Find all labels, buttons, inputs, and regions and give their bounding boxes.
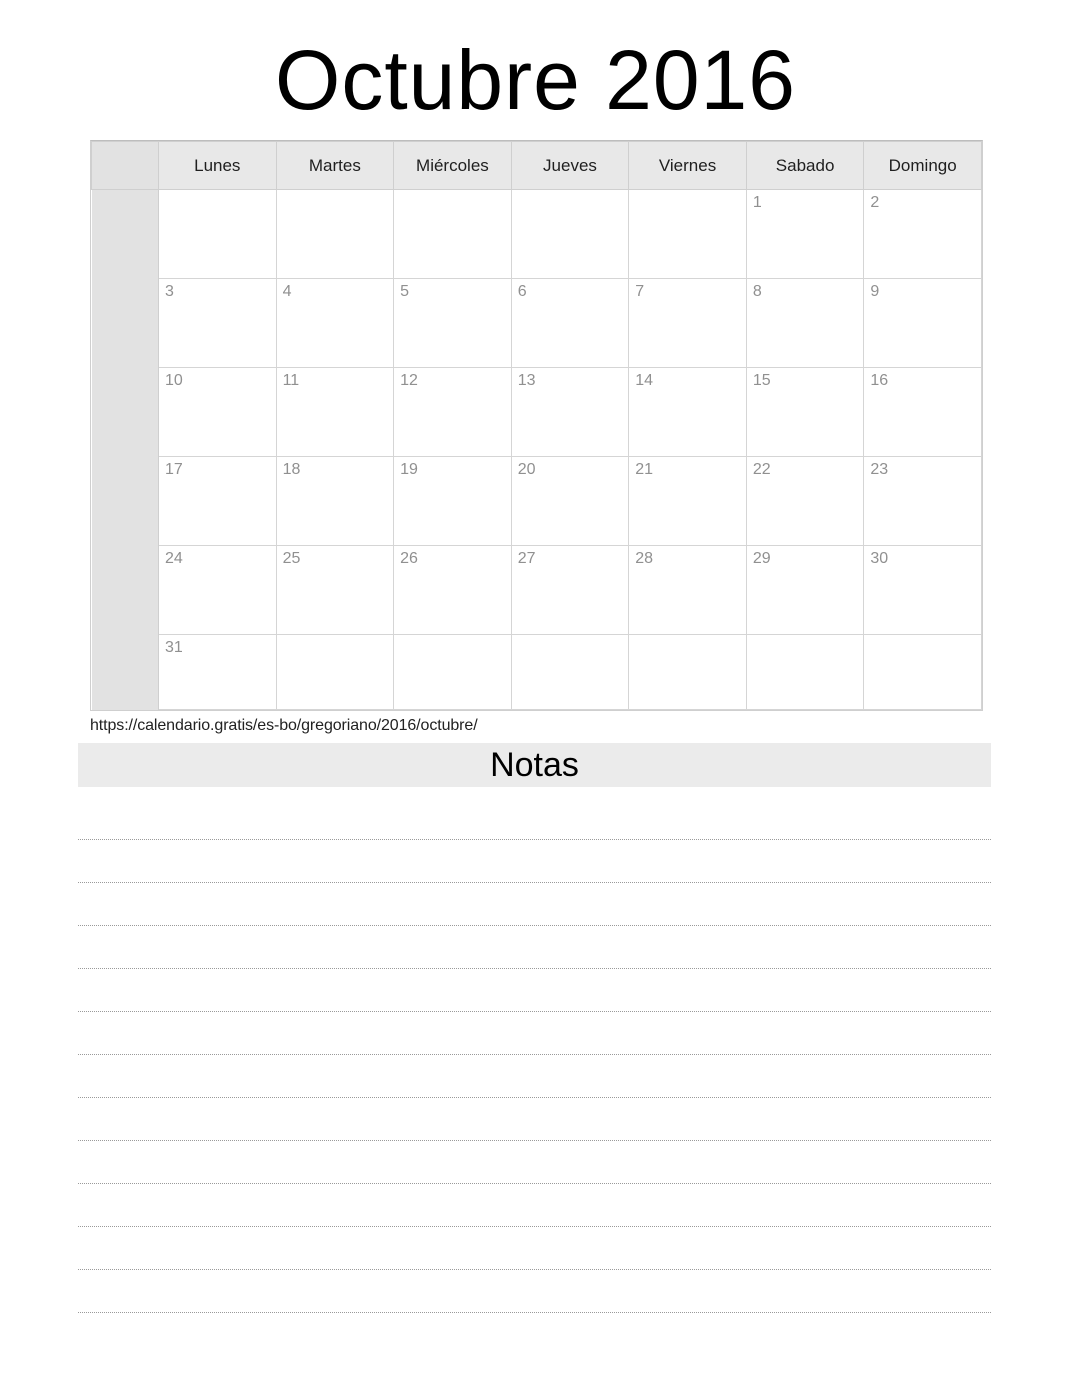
calendar-day-cell[interactable] bbox=[394, 190, 512, 279]
calendar-day-cell[interactable] bbox=[276, 635, 394, 710]
calendar-gutter-cell bbox=[92, 635, 159, 710]
calendar-day-cell[interactable] bbox=[276, 190, 394, 279]
calendar-day-cell[interactable]: 23 bbox=[864, 457, 982, 546]
source-url[interactable]: https://calendario.gratis/es-bo/gregoriano/2016/octubre/ bbox=[90, 717, 478, 734]
calendar-week-row bbox=[92, 457, 982, 546]
calendar-day-cell[interactable] bbox=[511, 190, 629, 279]
calendar-day-cell[interactable]: 17 bbox=[159, 457, 277, 546]
note-line[interactable] bbox=[78, 1227, 991, 1270]
weekday-header-jueves: Jueves bbox=[511, 142, 629, 190]
note-line[interactable] bbox=[78, 1098, 991, 1141]
calendar-day-cell[interactable]: 9 bbox=[864, 279, 982, 368]
calendar-day-cell[interactable]: 29 bbox=[746, 546, 864, 635]
calendar-day-cell[interactable]: 6 bbox=[511, 279, 629, 368]
calendar-day-cell[interactable]: 28 bbox=[629, 546, 747, 635]
calendar-day-cell[interactable]: 16 bbox=[864, 368, 982, 457]
calendar-day-cell[interactable]: 2 bbox=[864, 190, 982, 279]
calendar-day-cell[interactable]: 24 bbox=[159, 546, 277, 635]
calendar-week-row bbox=[92, 279, 982, 368]
notes-section bbox=[78, 743, 991, 1313]
calendar-day-cell[interactable] bbox=[629, 635, 747, 710]
weekday-header-martes: Martes bbox=[276, 142, 394, 190]
calendar-day-cell[interactable] bbox=[394, 635, 512, 710]
calendar-table bbox=[91, 141, 982, 710]
note-line[interactable] bbox=[78, 969, 991, 1012]
calendar-gutter-cell bbox=[92, 190, 159, 279]
calendar-header-row bbox=[92, 142, 982, 190]
calendar-week-row bbox=[92, 368, 982, 457]
calendar-day-cell[interactable]: 13 bbox=[511, 368, 629, 457]
calendar-day-cell[interactable]: 12 bbox=[394, 368, 512, 457]
calendar-day-cell[interactable]: 19 bbox=[394, 457, 512, 546]
weekday-header-lunes: Lunes bbox=[159, 142, 277, 190]
weekday-header-domingo: Domingo bbox=[864, 142, 982, 190]
calendar-day-cell[interactable]: 5 bbox=[394, 279, 512, 368]
notes-lines bbox=[78, 787, 991, 1313]
calendar-day-cell[interactable]: 11 bbox=[276, 368, 394, 457]
calendar-day-cell[interactable] bbox=[159, 190, 277, 279]
calendar-day-cell[interactable]: 3 bbox=[159, 279, 277, 368]
weekday-header-miercoles: Miércoles bbox=[394, 142, 512, 190]
note-line[interactable] bbox=[78, 1184, 991, 1227]
page-title: Octubre 2016 bbox=[274, 33, 796, 127]
note-line[interactable] bbox=[78, 797, 991, 840]
weekday-header-viernes: Viernes bbox=[629, 142, 747, 190]
calendar-day-cell[interactable]: 26 bbox=[394, 546, 512, 635]
calendar-day-cell[interactable]: 20 bbox=[511, 457, 629, 546]
calendar-day-cell[interactable] bbox=[511, 635, 629, 710]
note-line[interactable] bbox=[78, 1055, 991, 1098]
note-line[interactable] bbox=[78, 926, 991, 969]
weekday-header-sabado: Sabado bbox=[746, 142, 864, 190]
calendar-day-cell[interactable]: 18 bbox=[276, 457, 394, 546]
note-line[interactable] bbox=[78, 1270, 991, 1313]
calendar-week-row bbox=[92, 546, 982, 635]
calendar-week-row bbox=[92, 635, 982, 710]
calendar-day-cell[interactable] bbox=[746, 635, 864, 710]
calendar-day-cell[interactable]: 4 bbox=[276, 279, 394, 368]
calendar-body bbox=[92, 190, 982, 710]
note-line[interactable] bbox=[78, 840, 991, 883]
calendar-day-cell[interactable]: 14 bbox=[629, 368, 747, 457]
calendar-gutter-cell bbox=[92, 457, 159, 546]
calendar-day-cell[interactable]: 25 bbox=[276, 546, 394, 635]
calendar-day-cell[interactable]: 30 bbox=[864, 546, 982, 635]
calendar-day-cell[interactable]: 1 bbox=[746, 190, 864, 279]
note-line[interactable] bbox=[78, 1012, 991, 1055]
calendar-day-cell[interactable]: 7 bbox=[629, 279, 747, 368]
calendar-day-cell[interactable] bbox=[629, 190, 747, 279]
calendar-gutter-cell bbox=[92, 368, 159, 457]
calendar-day-cell[interactable]: 31 bbox=[159, 635, 277, 710]
calendar-gutter-cell bbox=[92, 279, 159, 368]
calendar-day-cell[interactable]: 8 bbox=[746, 279, 864, 368]
calendar-gutter-header bbox=[92, 142, 159, 190]
calendar-day-cell[interactable]: 15 bbox=[746, 368, 864, 457]
calendar-gutter-cell bbox=[92, 546, 159, 635]
calendar-day-cell[interactable]: 22 bbox=[746, 457, 864, 546]
calendar-week-row bbox=[92, 190, 982, 279]
calendar-day-cell[interactable] bbox=[864, 635, 982, 710]
calendar-day-cell[interactable]: 10 bbox=[159, 368, 277, 457]
note-line[interactable] bbox=[78, 1141, 991, 1184]
calendar-day-cell[interactable]: 21 bbox=[629, 457, 747, 546]
calendar-day-cell[interactable]: 27 bbox=[511, 546, 629, 635]
note-line[interactable] bbox=[78, 883, 991, 926]
calendar-container bbox=[90, 140, 983, 711]
notes-header: Notas bbox=[78, 743, 991, 787]
